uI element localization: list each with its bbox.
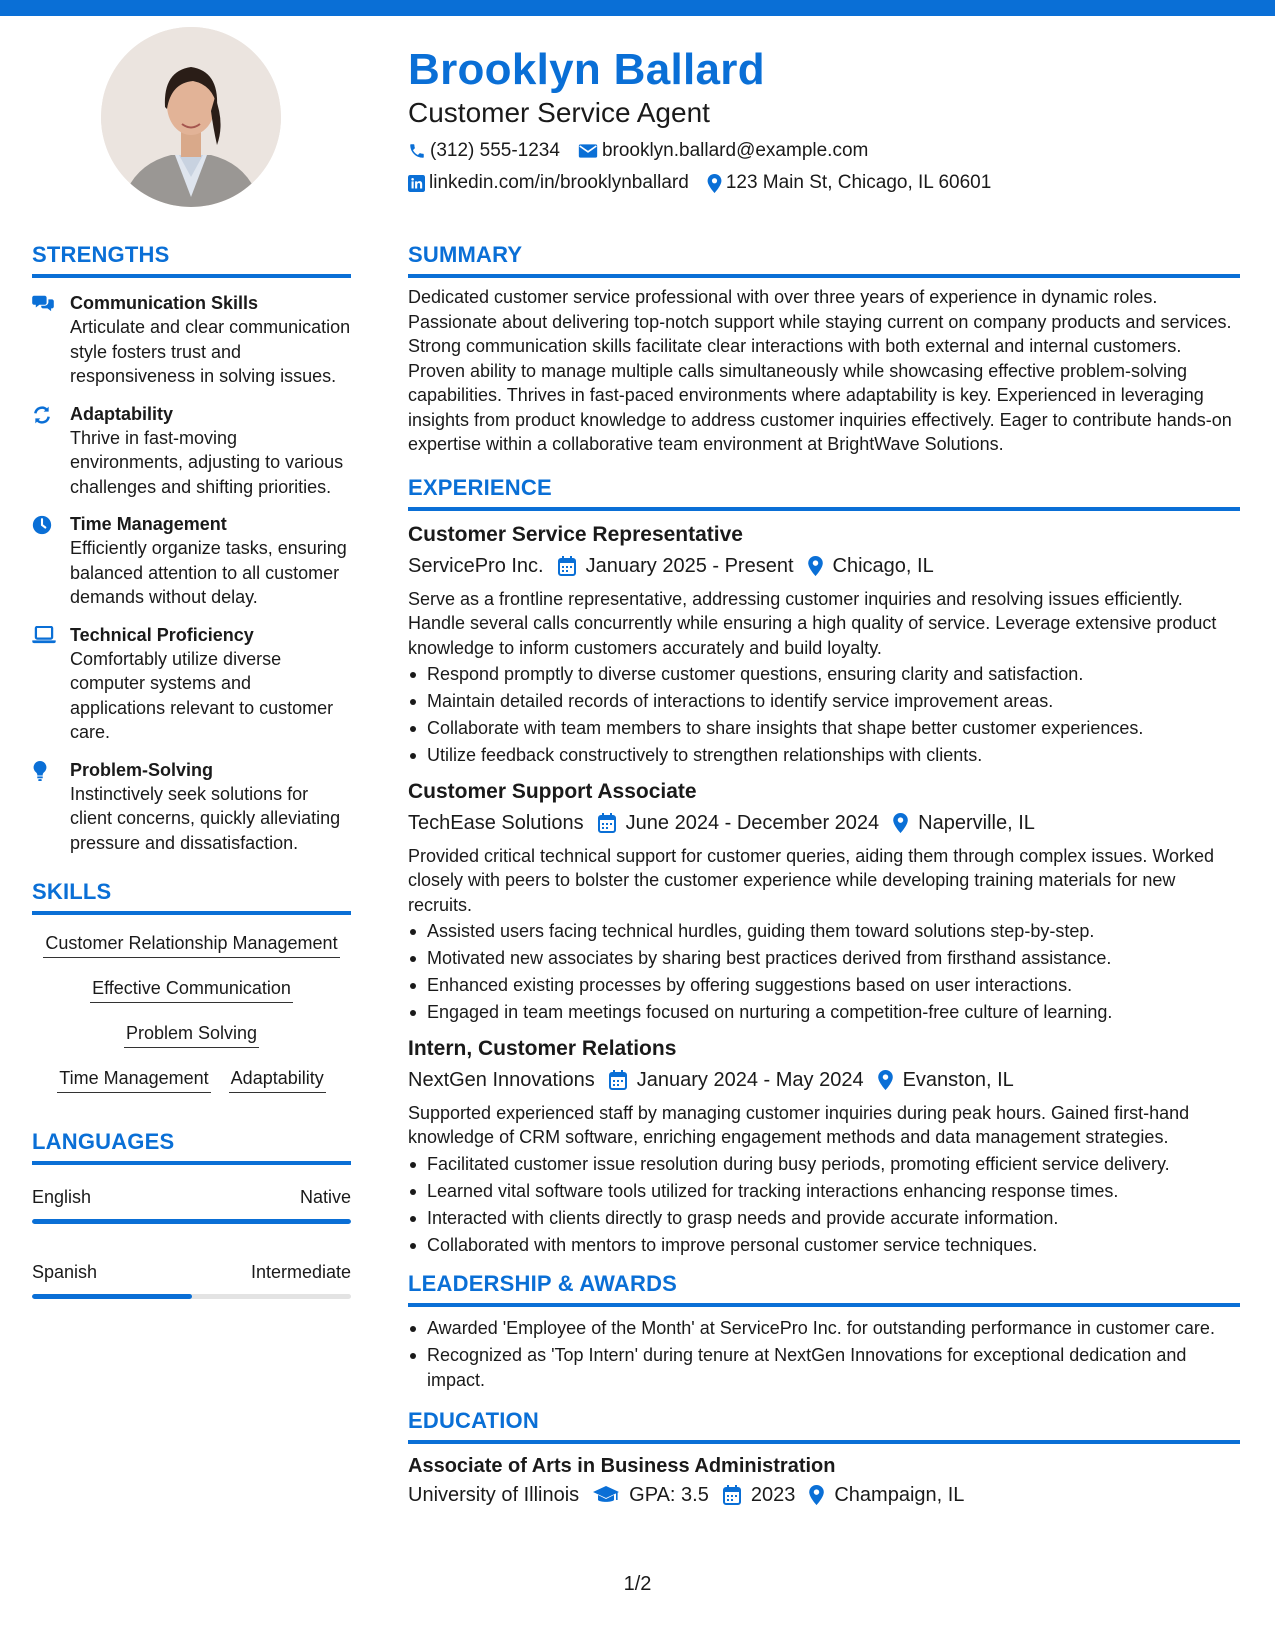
section-divider — [32, 274, 351, 278]
phone-text: (312) 555-1234 — [430, 140, 560, 161]
strength-desc: Thrive in fast-moving environments, adjusting to various challenges and shifting priorities. — [70, 427, 344, 497]
job-dates-text: January 2025 - Present — [585, 554, 794, 577]
strength-title: Time Management — [70, 514, 227, 534]
skills-heading: SKILLS — [32, 879, 112, 904]
experience-entry — [408, 521, 1240, 768]
right-column — [408, 240, 1240, 1509]
list-item: Enhanced existing processes by offering suggestions based on user interactions. — [408, 973, 1240, 998]
job-location-text: Chicago, IL — [832, 554, 934, 577]
email-text: brooklyn.ballard@example.com — [601, 140, 869, 161]
strength-item — [32, 512, 351, 610]
section-divider — [32, 1161, 351, 1165]
job-dates-text: June 2024 - December 2024 — [625, 811, 880, 834]
list-item: Facilitated customer issue resolution during busy periods, promoting efficient service delivery. — [408, 1152, 1240, 1177]
job-description: Provided critical technical support for customer queries, aiding them through complex issues. Worked closely with peers to bolster the customer experience while developing training materials for new recruits. — [408, 845, 1215, 915]
strength-title: Communication Skills — [70, 293, 259, 313]
education-year — [723, 1481, 796, 1509]
skill-tag: Time Management — [57, 1066, 210, 1093]
language-proficiency-fill — [32, 1294, 192, 1299]
language-proficiency-bar — [32, 1294, 351, 1299]
calendar-icon — [598, 813, 616, 833]
school-name: University of Illinois — [408, 1484, 580, 1506]
list-item: Recognized as 'Top Intern' during tenure at NextGen Innovations for exceptional dedication and impact. — [408, 1343, 1240, 1392]
job-company: ServicePro Inc. — [408, 554, 544, 577]
list-item: Learned vital software tools utilized for tracking interactions enhancing response times. — [408, 1179, 1240, 1204]
languages-heading: LANGUAGES — [32, 1129, 175, 1154]
experience-entry — [408, 778, 1240, 1025]
language-proficiency-fill — [32, 1219, 351, 1224]
page-number: 1/2 — [623, 1573, 652, 1595]
job-description: Serve as a frontline representative, addressing customer inquiries and resolving issues efficiently. Handle several calls concurrently while ensuring a high quality of service. Leverage extensive product knowledge to inform customers accurately and build loyalty. — [408, 588, 1217, 658]
contact-email[interactable] — [578, 139, 868, 163]
job-dates — [598, 809, 880, 837]
experience-entry — [408, 1035, 1240, 1258]
job-location-text: Naperville, IL — [918, 811, 1035, 834]
strength-item — [32, 758, 351, 856]
education-entry — [408, 1452, 1240, 1509]
location-pin-icon — [809, 1485, 824, 1505]
profile-photo — [101, 27, 281, 207]
job-location — [878, 1066, 1014, 1094]
candidate-title: Customer Service Agent — [408, 97, 710, 128]
candidate-name: Brooklyn Ballard — [408, 45, 765, 94]
list-item: Utilize feedback constructively to strengthen relationships with clients. — [408, 743, 1240, 768]
section-divider — [408, 1440, 1240, 1444]
chat-bubbles-icon — [32, 294, 54, 312]
strength-desc: Comfortably utilize diverse computer systems and applications relevant to customer care. — [70, 648, 334, 742]
section-divider — [32, 911, 351, 915]
list-item: Engaged in team meetings focused on nurturing a competition-free culture of learning. — [408, 1000, 1240, 1025]
list-item: Collaborated with mentors to improve personal customer service techniques. — [408, 1233, 1240, 1258]
language-row — [32, 1185, 351, 1209]
linkedin-icon — [408, 175, 425, 192]
job-meta — [408, 1066, 1240, 1094]
job-dates — [558, 552, 794, 580]
contact-linkedin[interactable] — [408, 171, 689, 195]
calendar-icon — [609, 1070, 627, 1090]
calendar-icon — [723, 1485, 741, 1505]
language-level: Intermediate — [250, 1262, 351, 1282]
skill-tag: Customer Relationship Management — [43, 931, 339, 958]
top-accent-bar — [0, 0, 1275, 16]
strengths-heading: STRENGTHS — [32, 242, 170, 267]
contact-address — [707, 171, 991, 195]
calendar-icon — [558, 556, 576, 576]
contact-row-secondary — [408, 171, 1238, 195]
education-meta — [408, 1481, 1240, 1509]
list-item: Maintain detailed records of interactions to identify service improvement areas. — [408, 689, 1240, 714]
skill-tag: Effective Communication — [90, 976, 293, 1003]
job-title: Customer Support Associate — [408, 779, 697, 803]
location-pin-icon — [878, 1070, 893, 1090]
contact-phone[interactable] — [408, 139, 560, 163]
job-title: Customer Service Representative — [408, 522, 743, 546]
refresh-icon — [32, 405, 52, 425]
language-proficiency-bar — [32, 1219, 351, 1224]
year-text: 2023 — [750, 1484, 796, 1506]
job-dates-text: January 2024 - May 2024 — [636, 1068, 864, 1091]
summary-text: Dedicated customer service professional with over three years of experience in dynamic roles. Passionate about delivering top-notch support while staying current on company products and services. Strong communication skills facilitate clear interactions with both external and internal customers. Proven ability to manage multiple calls simultaneously while showcasing effective problem-solving capabilities. Thrives in fast-paced environments where adaptability is key. Experienced in leveraging insights from product knowledge to address customer inquiries effectively. Eager to contribute hands-on expertise within a collaborative team environment at BrightWave Solutions. — [408, 287, 1232, 454]
job-location — [808, 552, 934, 580]
education-location — [809, 1481, 964, 1509]
job-dates — [609, 1066, 864, 1094]
strength-item — [32, 402, 351, 500]
language-name: English — [32, 1187, 92, 1207]
language-name: Spanish — [32, 1262, 98, 1282]
degree-title: Associate of Arts in Business Administration — [408, 1455, 836, 1477]
section-divider — [408, 274, 1240, 278]
strength-desc: Efficiently organize tasks, ensuring balanced attention to all customer demands without delay. — [70, 538, 347, 607]
email-icon — [578, 143, 598, 159]
job-location — [893, 809, 1035, 837]
job-meta — [408, 809, 1240, 837]
linkedin-text: linkedin.com/in/brooklynballard — [429, 172, 689, 193]
section-divider — [408, 1303, 1240, 1307]
awards-list — [408, 1316, 1240, 1392]
list-item: Respond promptly to diverse customer questions, ensuring clarity and satisfaction. — [408, 662, 1240, 687]
job-bullets — [408, 662, 1240, 768]
job-location-text: Evanston, IL — [902, 1068, 1014, 1091]
list-item: Motivated new associates by sharing best practices derived from firsthand assistance. — [408, 946, 1240, 971]
job-bullets — [408, 1152, 1240, 1258]
job-title: Intern, Customer Relations — [408, 1036, 677, 1060]
strength-title: Technical Proficiency — [70, 624, 254, 645]
job-company: NextGen Innovations — [408, 1068, 595, 1091]
contact-row-primary — [408, 139, 1238, 163]
list-item: Assisted users facing technical hurdles, guiding them toward solutions step-by-step. — [408, 919, 1240, 944]
resume-header — [408, 44, 1238, 195]
skill-tag: Problem Solving — [124, 1021, 259, 1048]
summary-heading: SUMMARY — [408, 242, 523, 267]
location-pin-icon — [707, 174, 722, 193]
strength-item — [32, 291, 351, 389]
lightbulb-icon — [32, 761, 48, 781]
skill-tag: Adaptability — [229, 1066, 326, 1093]
language-row — [32, 1260, 351, 1284]
graduation-cap-icon — [593, 1486, 619, 1504]
job-description: Supported experienced staff by managing customer inquiries during peak hours. Gained first-hand knowledge of CRM software, enriching engagement methods and data management strategies. — [408, 1102, 1190, 1147]
job-bullets — [408, 919, 1240, 1025]
phone-icon — [408, 142, 426, 160]
education-location-text: Champaign, IL — [834, 1484, 965, 1506]
left-column — [32, 240, 351, 1335]
job-company: TechEase Solutions — [408, 811, 584, 834]
job-meta — [408, 552, 1240, 580]
gpa-text: GPA: 3.5 — [629, 1484, 709, 1506]
skills-list — [32, 931, 351, 1093]
section-divider — [408, 507, 1240, 511]
awards-heading: LEADERSHIP & AWARDS — [408, 1271, 678, 1296]
list-item: Collaborate with team members to share insights that shape better customer experiences. — [408, 716, 1240, 741]
location-pin-icon — [808, 556, 823, 576]
education-heading: EDUCATION — [408, 1408, 539, 1433]
strength-title: Problem-Solving — [70, 759, 214, 780]
location-pin-icon — [893, 813, 908, 833]
laptop-icon — [32, 626, 56, 644]
strength-desc: Instinctively seek solutions for client concerns, quickly alleviating pressure and dissatisfaction. — [70, 783, 341, 853]
list-item: Interacted with clients directly to grasp needs and provide accurate information. — [408, 1206, 1240, 1231]
languages-list — [32, 1185, 351, 1299]
education-gpa — [593, 1481, 709, 1509]
strength-title: Adaptability — [70, 403, 174, 424]
address-text: 123 Main St, Chicago, IL 60601 — [725, 172, 992, 193]
strength-desc: Articulate and clear communication style fosters trust and responsiveness in solving issues. — [70, 317, 351, 386]
strength-item — [32, 623, 351, 745]
experience-heading: EXPERIENCE — [408, 474, 552, 500]
clock-icon — [32, 515, 52, 535]
avatar — [101, 27, 281, 207]
list-item: Awarded 'Employee of the Month' at ServicePro Inc. for outstanding performance in customer care. — [408, 1316, 1240, 1341]
language-level: Native — [299, 1187, 351, 1207]
